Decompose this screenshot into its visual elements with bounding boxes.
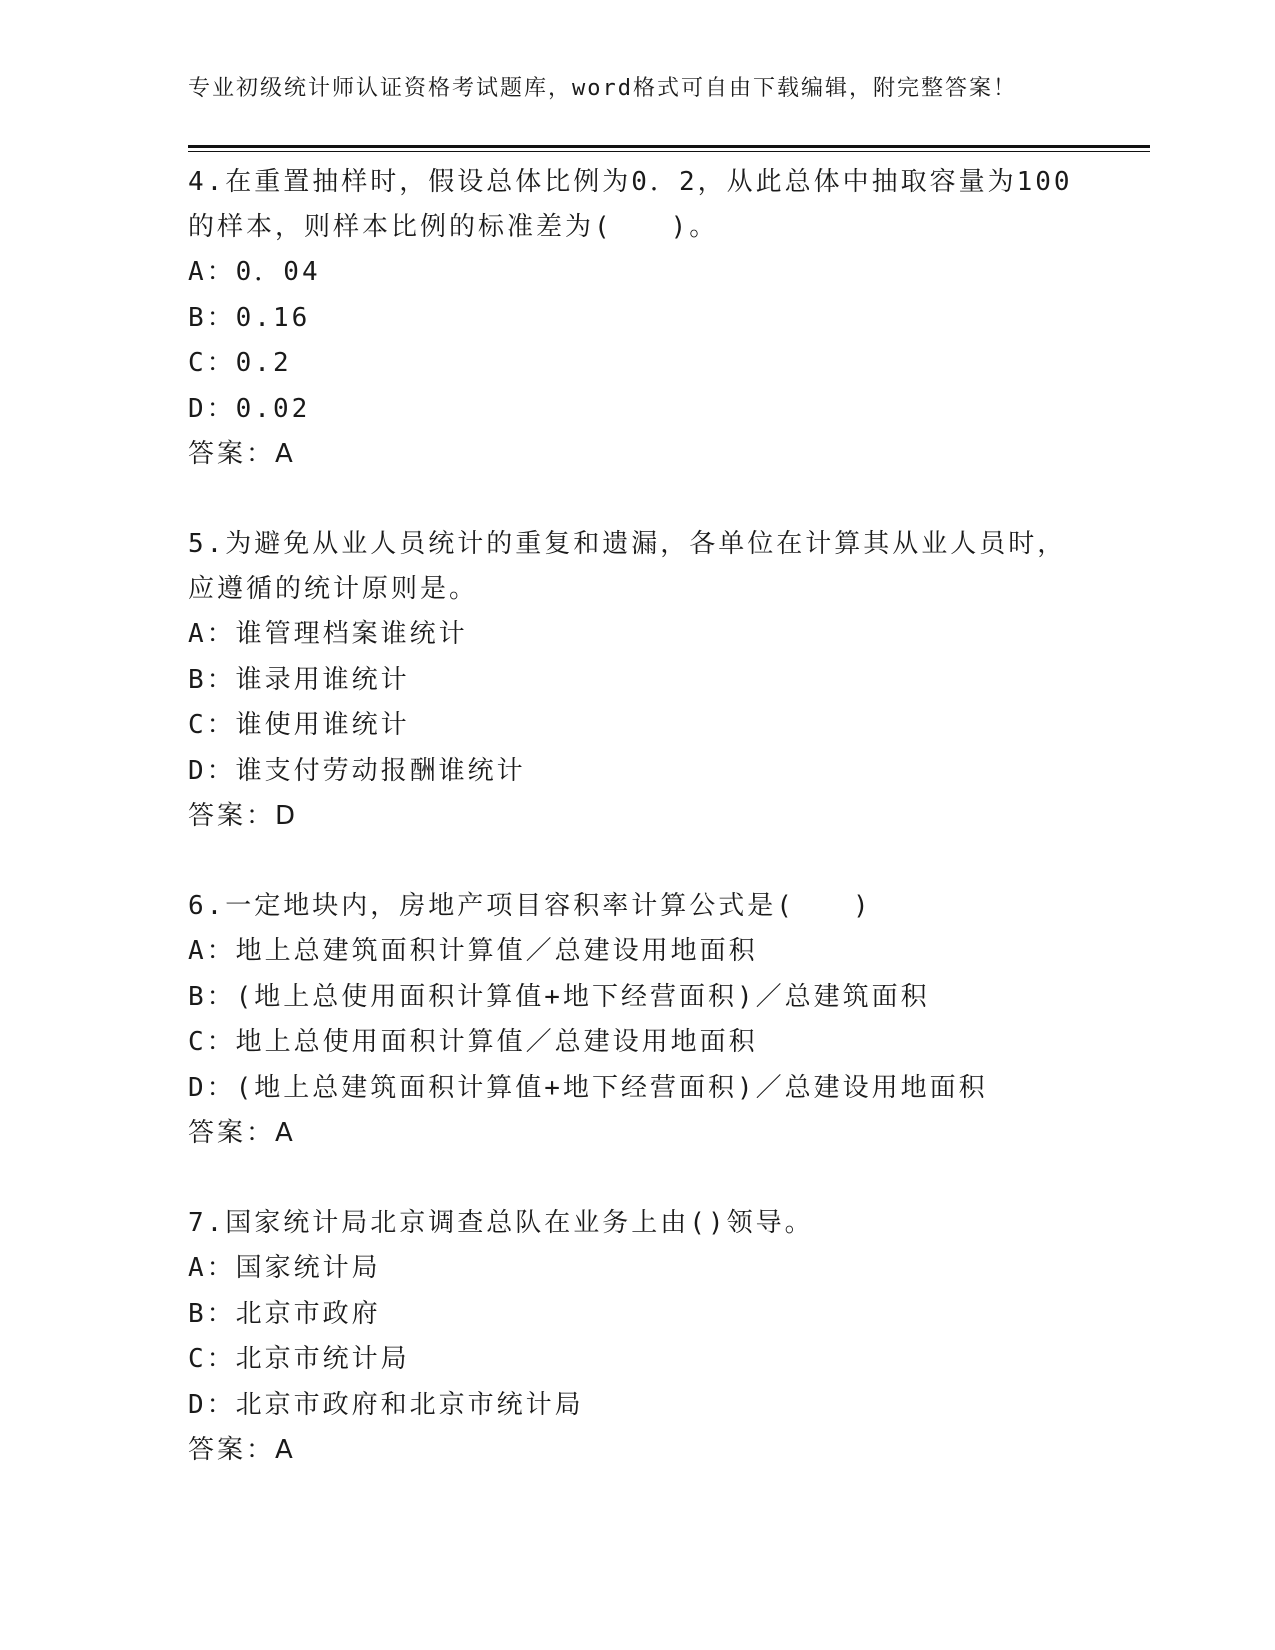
question-spacer xyxy=(188,1156,1128,1201)
answer-line: 答案：A xyxy=(188,439,296,469)
option-b: B：0.16 xyxy=(188,302,311,333)
option-d: D：0.02 xyxy=(188,393,311,424)
answer-line: 答案：D xyxy=(188,801,299,831)
option-c: C：0.2 xyxy=(188,348,292,378)
option-d: D：谁支付劳动报酬谁统计 xyxy=(188,755,526,786)
header-rule-thick xyxy=(188,145,1150,148)
question-stem-line: 的样本，则样本比例的标准差为( )。 xyxy=(188,212,719,242)
question-stem-line: 7.国家统计局北京调查总队在业务上由()领导。 xyxy=(188,1208,814,1238)
question-stem-line: 6.一定地块内，房地产项目容积率计算公式是( ) xyxy=(188,891,872,921)
option-a: A：地上总建筑面积计算值／总建设用地面积 xyxy=(188,936,758,966)
option-a: A：谁管理档案谁统计 xyxy=(188,619,468,649)
question-spacer xyxy=(188,839,1128,884)
question-4 xyxy=(188,160,1128,477)
option-c: C：地上总使用面积计算值／总建设用地面积 xyxy=(188,1027,758,1057)
answer-line: 答案：A xyxy=(188,1118,296,1148)
header-rule-thin xyxy=(188,151,1150,152)
option-a: A：0．04 xyxy=(188,257,321,287)
question-list xyxy=(188,160,1128,1473)
question-stem-line: 应遵循的统计原则是。 xyxy=(188,574,479,604)
option-b: B：北京市政府 xyxy=(188,1298,381,1329)
option-c: C：北京市统计局 xyxy=(188,1344,410,1374)
question-spacer xyxy=(188,477,1128,522)
question-stem-line: 5.为避免从业人员统计的重复和遗漏，各单位在计算其从业人员时， xyxy=(188,529,1067,559)
option-a: A：国家统计局 xyxy=(188,1253,381,1283)
option-b: B：谁录用谁统计 xyxy=(188,664,410,695)
question-6 xyxy=(188,884,1128,1156)
answer-line: 答案：A xyxy=(188,1435,296,1465)
question-stem-line: 4.在重置抽样时，假设总体比例为0．2，从此总体中抽取容量为100 xyxy=(188,167,1073,197)
question-7 xyxy=(188,1201,1128,1473)
option-d: D：(地上总建筑面积计算值+地下经营面积)／总建设用地面积 xyxy=(188,1072,988,1103)
option-d: D：北京市政府和北京市统计局 xyxy=(188,1389,584,1420)
option-b: B：(地上总使用面积计算值+地下经营面积)／总建筑面积 xyxy=(188,981,930,1012)
option-c: C：谁使用谁统计 xyxy=(188,710,410,740)
document-header: 专业初级统计师认证资格考试题库，word格式可自由下载编辑，附完整答案！ xyxy=(188,76,1017,101)
question-5 xyxy=(188,522,1128,839)
